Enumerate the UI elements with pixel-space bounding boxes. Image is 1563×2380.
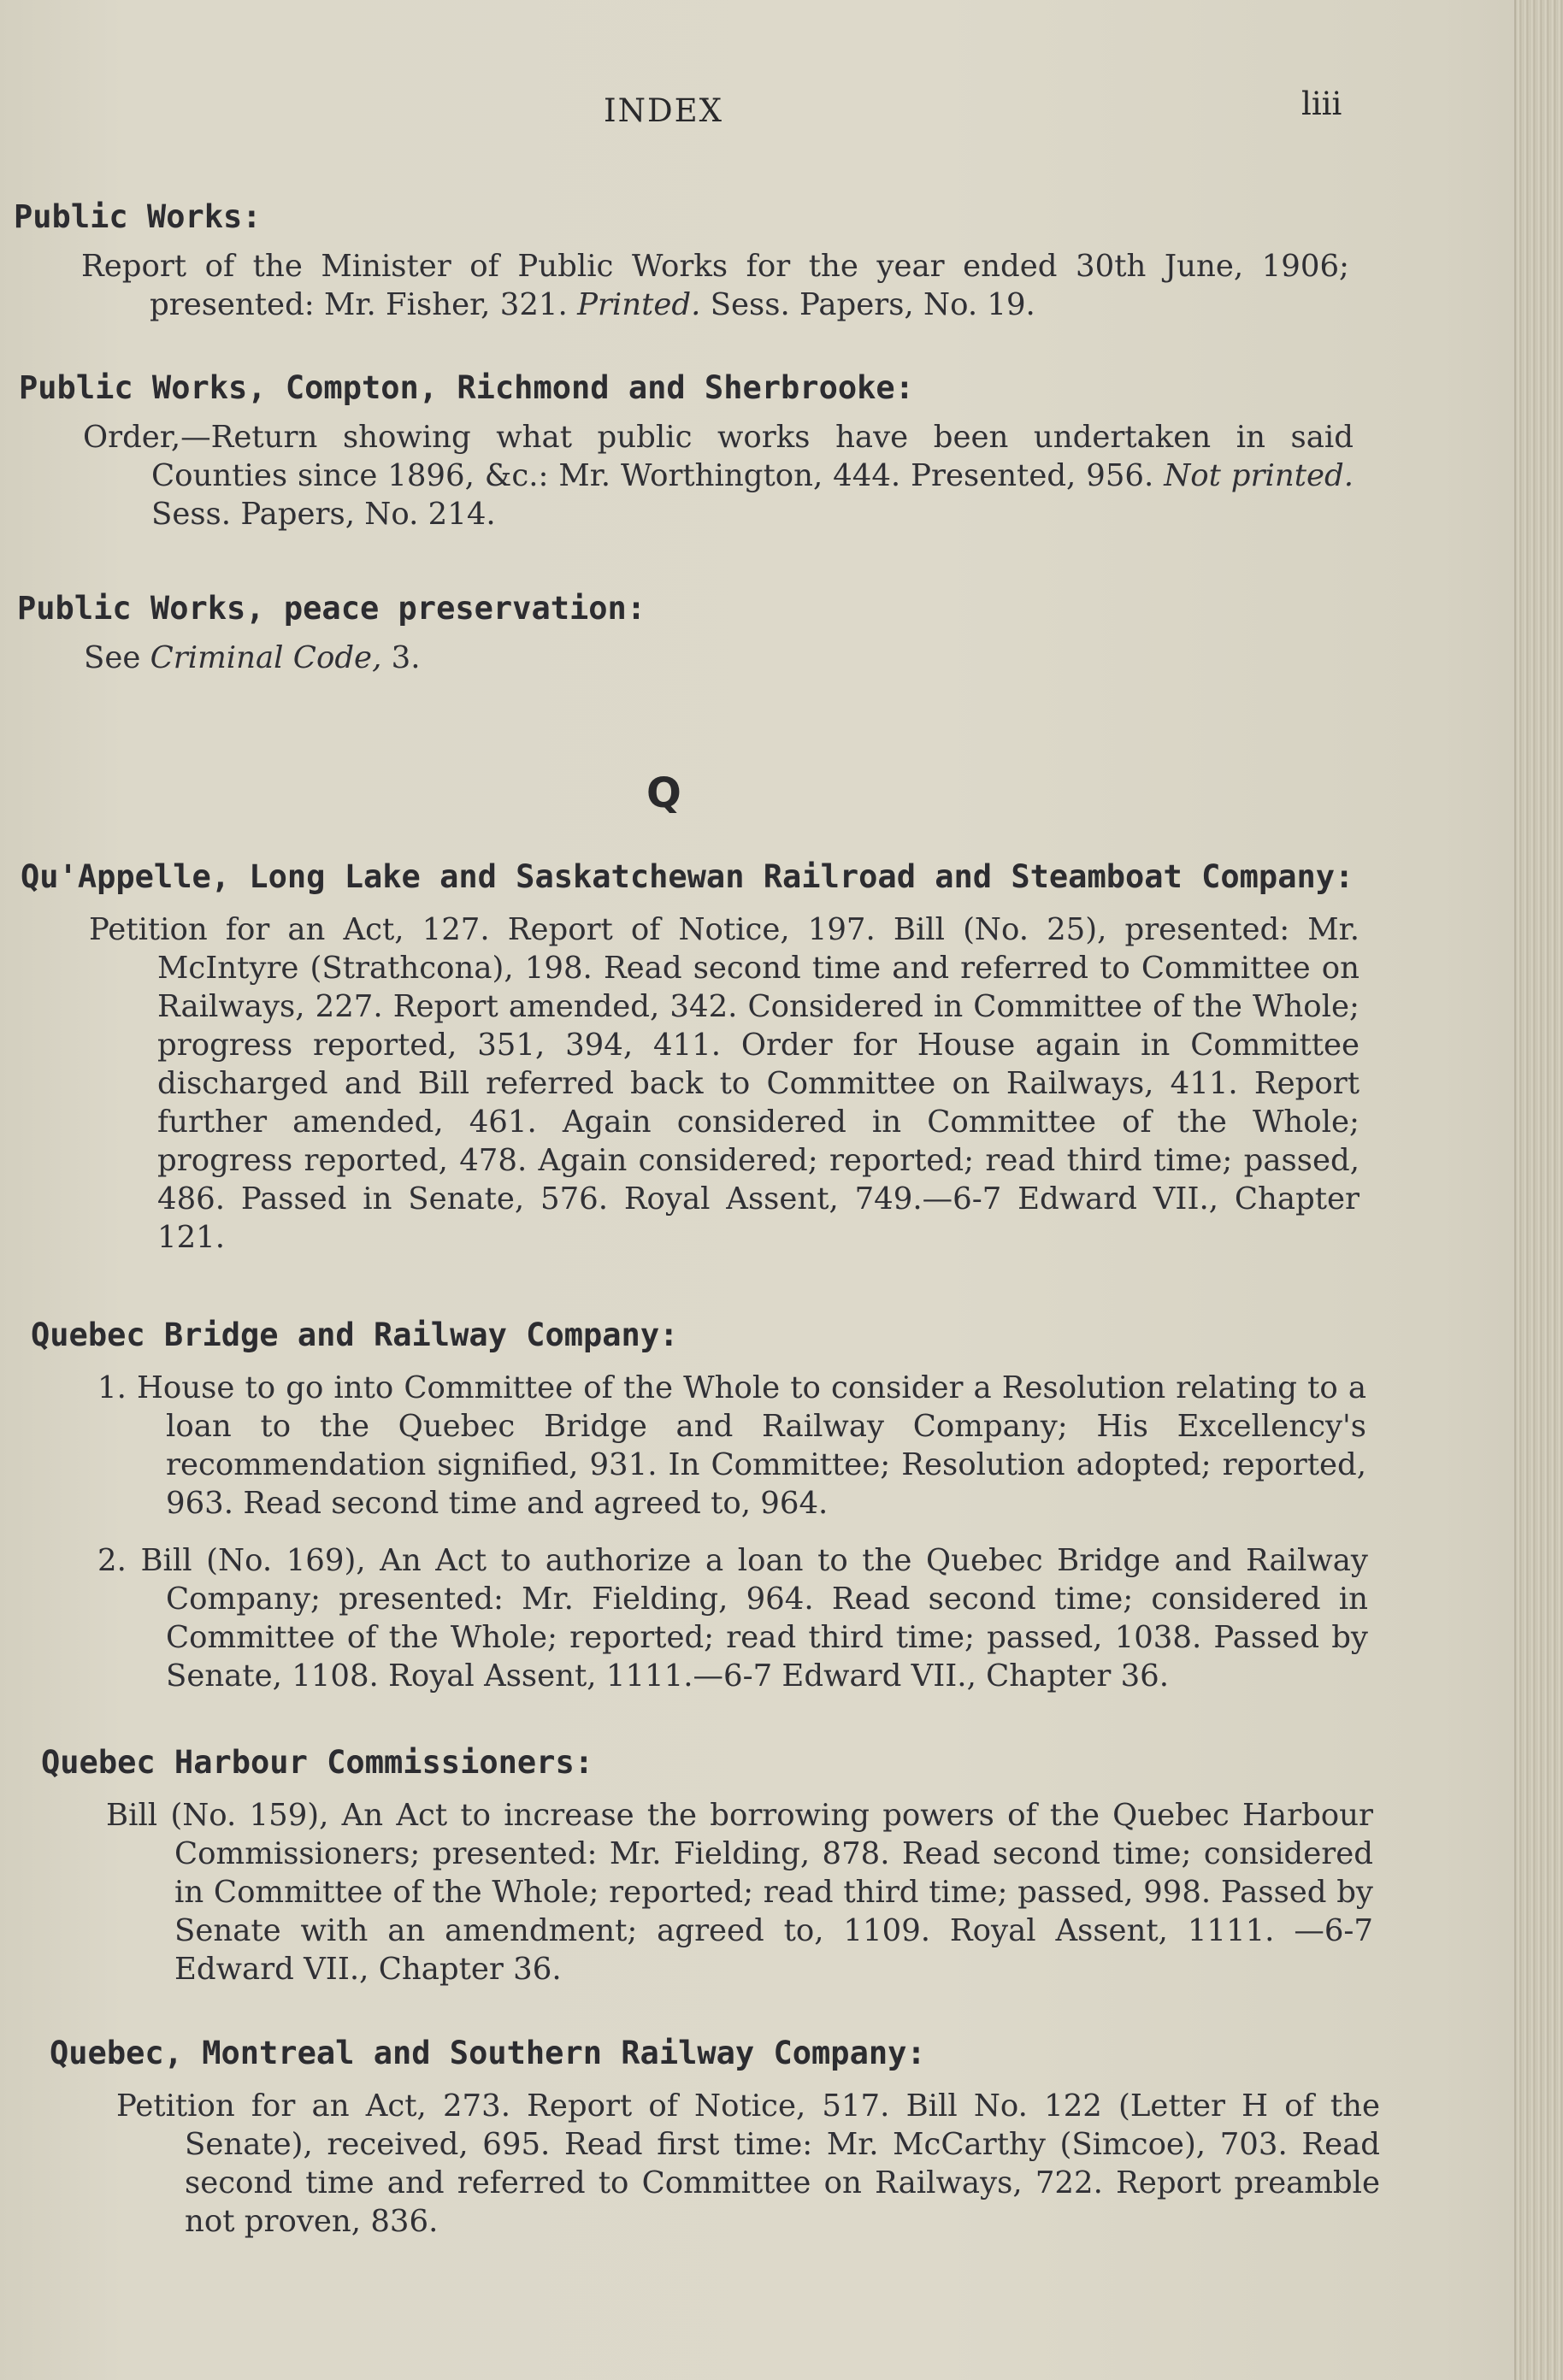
entry-body (83, 418, 1354, 533)
entry-body-item-2 (97, 1541, 1368, 1695)
entry-heading: Public Works, peace preservation: (17, 590, 646, 627)
text-run: Sess. Papers, No. 19. (700, 287, 1035, 322)
entry-body (89, 910, 1360, 1257)
text-run: Report of the Minister of Public Works for the year ended 30th June, 1906; presented: Mr. Fisher, 321. (81, 249, 1349, 322)
italic-run: Printed. (577, 287, 701, 322)
text-run: Bill (No. 159), An Act to increase the borrowing powers of the Quebec Harbour Commissioners; presented: Mr. Fielding, 878. Read second time; considered in Committee of the Whole; reported; read third time; passed, 998. Passed by Senate with an amendment; agreed to, 1109. Royal Assent, 1111. —6-7 Edward VII., Chapter 36. (106, 1798, 1373, 1987)
page-number: liii (1301, 85, 1342, 122)
entry-body (81, 247, 1349, 324)
italic-run: Criminal Code, (150, 640, 382, 675)
index-entry (0, 858, 1563, 1257)
index-entry (0, 590, 1563, 677)
entry-heading: Quebec Bridge and Railway Company: (31, 1317, 679, 1353)
entry-body (106, 1796, 1373, 1988)
entry-body-item-1 (97, 1369, 1366, 1523)
text-run: Petition for an Act, 273. Report of Notice, 517. Bill No. 122 (Letter H of the Senate), received, 695. Read first time: Mr. McCarthy (Simcoe), 703. Read second time and referred to Committee on Railways, 722. Report preamble not proven, 836. (116, 2088, 1380, 2239)
index-entry (0, 198, 1563, 324)
text-run: 1. House to go into Committee of the Whole to consider a Resolution relating to a loan to the Quebec Bridge and Railway Company; His Excellency's recommendation signified, 931. In Committee; Resolution adopted; reported, 963. Read second time and agreed to, 964. (97, 1370, 1366, 1521)
entry-heading: Public Works, Compton, Richmond and Sherbrooke: (19, 369, 914, 406)
text-run: See (84, 640, 150, 675)
running-head-title: INDEX (604, 92, 724, 129)
text-run: Sess. Papers, No. 214. (151, 497, 496, 532)
index-entry (0, 1744, 1563, 1988)
text-run: Order,—Return showing what public works have been undertaken in said Counties since 1896, &c.: Mr. Worthington, 444. Presented, 956. (83, 420, 1354, 493)
entry-heading: Quebec Harbour Commissioners: (41, 1744, 594, 1781)
running-head (0, 85, 1563, 137)
entry-body (84, 639, 1358, 677)
entry-heading: Quebec, Montreal and Southern Railway Company: (50, 2035, 926, 2071)
entry-heading: Qu'Appelle, Long Lake and Saskatchewan Railroad and Steamboat Company: (21, 858, 1354, 895)
entry-heading: Public Works: (14, 198, 262, 235)
text-run: 3. (381, 640, 421, 675)
index-entry (0, 369, 1563, 533)
italic-run: Not printed. (1164, 458, 1354, 493)
text-run: Petition for an Act, 127. Report of Notice, 197. Bill (No. 25), presented: Mr. McIntyre (Strathcona), 198. Read second time and referred to Committee on Railways, 227. Report amended, 342. Considered in Committee of the Whole; progress reported, 351, 394, 411. Order for House again in Committee discharged and Bill referred back to Committee on Railways, 411. Report further amended, 461. Again considered in Committee of the Whole; progress reported, 478. Again considered; reported; read third time; passed, 486. Passed in Senate, 576. Royal Assent, 749.—6-7 Edward VII., Chapter 121. (89, 912, 1360, 1255)
section-letter: Q (646, 769, 681, 817)
index-entry (0, 2035, 1563, 2241)
text-run: 2. Bill (No. 169), An Act to authorize a loan to the Quebec Bridge and Railway Company; presented: Mr. Fielding, 964. Read second time; considered in Committee of the Whole; reported; read third time; passed, 1038. Passed by Senate, 1108. Royal Assent, 1111.—6-7 Edward VII., Chapter 36. (97, 1543, 1368, 1694)
index-entry (0, 1317, 1563, 1695)
entry-body (116, 2087, 1380, 2241)
